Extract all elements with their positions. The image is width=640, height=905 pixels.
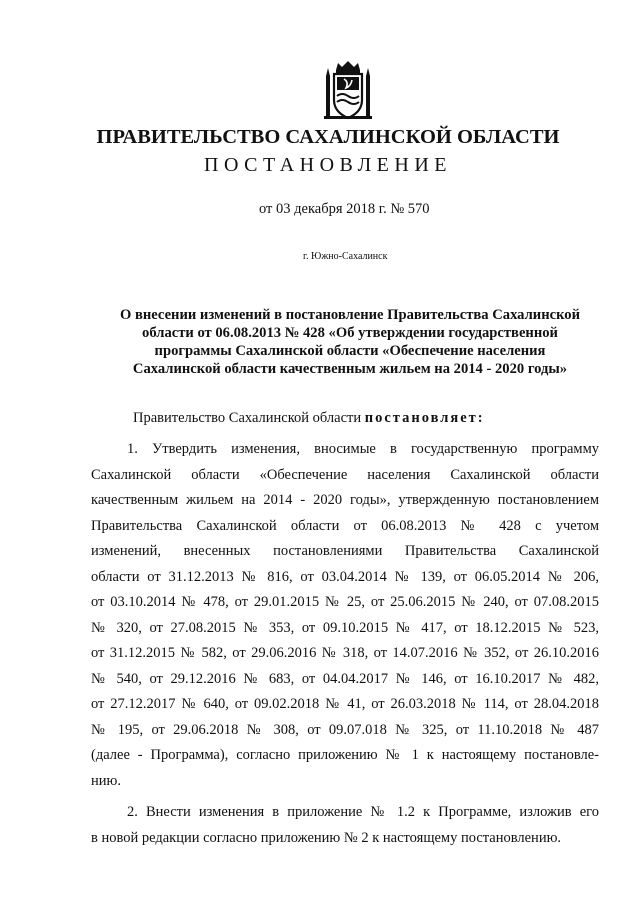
paragraph-1-line: качественным жильем на 2014 - 2020 годы», утвержденную постановлением [91,492,599,508]
paragraph-2-line: в новой редакции согласно приложению № 2 к настоящему постановлению. [91,829,562,846]
paragraph-1-line: № 195, от 29.06.2018 № 308, от 09.07.018 № 325, от 11.10.2018 № 487 [91,721,599,738]
document-city: г. Южно-Сахалинск [303,251,388,262]
paragraph-1-line: № 320, от 27.08.2015 № 353, от 09.10.2015 № 417, от 18.12.2015 № 523, [91,619,599,636]
intro-verb: постановляет: [364,410,485,426]
paragraph-1-line: от 31.12.2015 № 582, от 29.06.2016 № 318, от 14.07.2016 № 352, от 26.10.2016 [91,645,599,661]
paragraph-1-line: нию. [91,772,121,789]
organization-name: ПРАВИТЕЛЬСТВО САХАЛИНСКОЙ ОБЛАСТИ [96,126,560,148]
paragraph-1-line: изменений, внесенных постановлениями Правительства Сахалинской [91,543,599,559]
intro-prefix: Правительство Сахалинской области [133,410,365,426]
document-type: ПОСТАНОВЛЕНИЕ [204,154,452,176]
paragraph-1-line: 1. Утвердить изменения, вносимые в государственную программу [127,441,599,457]
title-line: области от 06.08.2013 № 428 «Об утверждении государственной [142,325,558,341]
paragraph-1-line: Правительства Сахалинской области от 06.08.2013 № 428 с учетом [91,517,599,534]
paragraph-1-line: от 03.10.2014 № 478, от 29.01.2015 № 25, от 25.06.2015 № 240, от 07.08.2015 [91,594,599,610]
title-line: О внесении изменений в постановление Правительства Сахалинской [119,307,581,323]
paragraph-2-line: 2. Внести изменения в приложение № 1.2 к Программе, изложив его [127,804,599,820]
paragraph-1-line: области от 31.12.2013 № 816, от 03.04.2014 № 139, от 06.05.2014 № 206, [91,568,599,585]
document-title [108,306,592,378]
paragraph-1-line: № 540, от 29.12.2016 № 683, от 04.04.2017 № 146, от 16.10.2017 № 482, [91,670,599,687]
resolution-intro [133,410,485,427]
title-line: Сахалинской области качественным жильем на 2014 - 2020 годы» [132,361,568,377]
paragraph-1-line: (далее - Программа), согласно приложению № 1 к настоящему постановле- [91,747,599,763]
document-body [91,437,599,851]
paragraph-1-line: от 27.12.2017 № 640, от 09.02.2018 № 41, от 26.03.2018 № 114, от 28.04.2018 [91,696,599,712]
sakhalin-coat-of-arms-icon [322,60,374,122]
title-line: программы Сахалинской области «Обеспечение населения [154,343,546,359]
paragraph-1-line: Сахалинской области «Обеспечение населения Сахалинской области [91,466,599,483]
document-date-number: от 03 декабря 2018 г. № 570 [259,201,430,217]
